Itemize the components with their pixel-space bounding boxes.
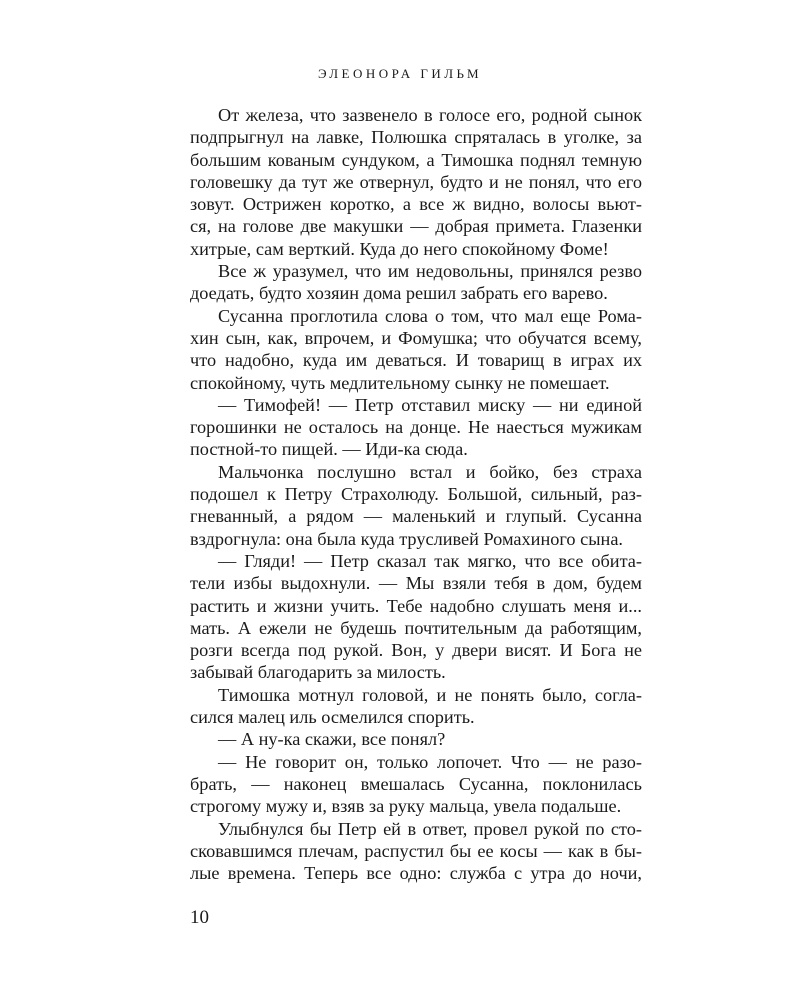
text-line: лые времена. Теперь все одно: служба с утра до ночи, [190, 863, 642, 884]
text-line: Тимошка мотнул головой, и не понять было, согла- [218, 684, 642, 705]
text-line: спокойному, чуть медлительному сынку не помешает. [190, 372, 610, 393]
text-line: брать, — наконец вмешалась Сусанна, поклонилась [190, 773, 642, 794]
text-line: строгому мужу и, взяв за руку мальца, увела подальше. [190, 796, 622, 817]
text-line: Мальчонка послушно встал и бойко, без страха [218, 461, 642, 482]
text-line: розги всегда под рукой. Вон, у двери висят. И Бога не [190, 640, 642, 661]
text-line: подпрыгнул на лавке, Полюшка спряталась в уголке, за [190, 127, 642, 148]
text-line: вздрогнула: она была куда трусливей Ромахиного сына. [190, 528, 623, 549]
text-line: — Не говорит он, только лопочет. Что — не разо- [218, 751, 642, 772]
text-line: мать. А ежели не будешь почтительным да работящим, [190, 617, 642, 638]
text-line: что надобно, куда им деваться. И товарищ в играх их [190, 350, 642, 371]
text-line: тели избы выдохнули. — Мы взяли тебя в дом, будем [190, 573, 642, 594]
text-line: — Гляди! — Петр сказал так мягко, что все обита- [218, 550, 642, 571]
text-line: головешку да тут же отвернул, будто и не понял, что его [190, 171, 642, 192]
text-line: доедать, будто хозяин дома решил забрать его варево. [190, 283, 608, 304]
text-line: растить и жизни учить. Тебе надобно слушать меня и... [190, 595, 642, 616]
text-line: Улыбнулся бы Петр ей в ответ, провел рукой по сто- [218, 818, 642, 839]
text-line: — Тимофей! — Петр отставил миску — ни единой [218, 394, 642, 415]
text-line: подошел к Петру Страхолюду. Большой, сильный, раз- [190, 484, 642, 505]
text-line: сковавшимся плечам, распустил бы ее косы — как в бы- [190, 840, 642, 861]
page-number: 10 [190, 907, 209, 928]
text-line: Сусанна проглотила слова о том, что мал еще Рома- [218, 305, 642, 326]
text-line: зовут. Острижен коротко, а все ж видно, волосы вьют- [190, 194, 642, 215]
text-line: сился малец иль осмелился спорить. [190, 707, 475, 728]
text-line: гневанный, а рядом — маленький и глупый. Сусанна [190, 506, 642, 527]
text-line: хитрые, сам верткий. Куда до него спокойному Фоме! [190, 238, 609, 259]
text-line: ся, на голове две макушки — добрая примета. Глазенки [190, 216, 642, 237]
text-line: — А ну-ка скажи, все понял? [218, 729, 446, 750]
text-line: Все ж уразумел, что им недовольны, принялся резво [218, 261, 642, 282]
text-line: хин сын, как, впрочем, и Фомушка; что обучатся всему, [190, 327, 642, 348]
text-line: большим кованым сундуком, а Тимошка поднял темную [190, 149, 642, 170]
text-line: забывай благодарить за милость. [190, 662, 446, 683]
page-body [190, 104, 642, 884]
text-line: От железа, что зазвенело в голосе его, родной сынок [218, 105, 642, 125]
text-line: горошинки не осталось на донце. Не наесться мужикам [190, 417, 642, 438]
running-header: ЭЛЕОНОРА ГИЛЬМ [317, 66, 483, 81]
text-line: постной-то пищей. — Иди-ка сюда. [190, 439, 468, 460]
